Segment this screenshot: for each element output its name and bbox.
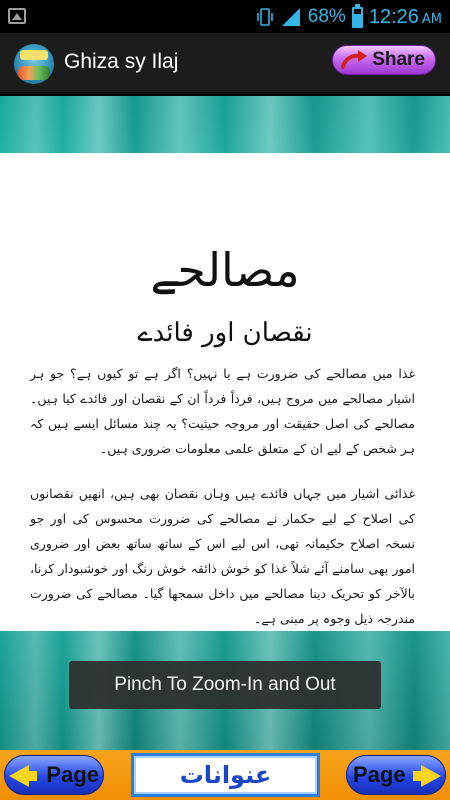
index-button[interactable] (131, 753, 320, 797)
prev-page-button[interactable] (4, 755, 104, 795)
clock-ampm: AM (421, 11, 442, 27)
bottom-nav (0, 750, 450, 800)
content-area[interactable] (0, 96, 450, 750)
clock-time: 12:26 (368, 5, 419, 28)
vibrate-icon (256, 6, 274, 28)
signal-icon (280, 6, 302, 28)
status-bar (0, 0, 450, 33)
app-title: Ghiza sy Ilaj (64, 50, 179, 73)
arrow-right-icon (421, 765, 441, 787)
share-arrow-icon (339, 49, 369, 71)
paragraph-1: غذا میں مصالحے کی ضرورت ہے یا نہیں؟ اگر ہے تو کیوں ہے؟ جو ہر اشیار مصالحے میں مروج ہیں، فرداً فرداً ان کے نقصان اور فائدے کیا ہیں۔ مصالحے کی اصل حقیقت اور مروجہ حیثیت؟ یہ چند مسائل ایسے ہیں کہ ہر شخص کے لیے ان کے متعلق علمی معلومات ضروری ہیں۔ (30, 366, 415, 456)
app-logo-icon[interactable] (14, 44, 54, 84)
scanned-page[interactable] (0, 153, 450, 631)
battery-percent: 68% (307, 6, 346, 27)
page-title: مصالحے (150, 243, 300, 297)
zoom-toast-text: Pinch To Zoom-In and Out (114, 674, 336, 695)
next-page-button[interactable] (346, 755, 446, 795)
page-subtitle: نقصان اور فائدے (137, 318, 313, 348)
battery-icon (352, 7, 363, 28)
prev-page-label: Page (46, 762, 99, 787)
share-button-label: Share (372, 49, 425, 70)
paragraph-2: غذائی اشیار میں جہاں فائدے ہیں وہاں نقصان بھی ہیں، انھیں نقصانوں کی اصلاح کے لیے حکمار نے مصالحے کی ضرورت محسوس کی اور جو نسخہ اصلاح حکیمانہ تھی، اس لیے اس کے ساتھ ساتھ بعض اور ضروری امور بھی سامنے آئے شلاً غذا کو خوش ذائقہ خوش رنگ اور خوشبودار کرنا، بالآخر کو تحریک دینا مصالحے میں داخل سمجھا گیا۔ مصالحے کی ضرورت مندرجہ ذیل وجوہ پر مبنی ہے۔ (30, 486, 415, 626)
zoom-toast (69, 661, 381, 709)
next-page-label: Page (353, 762, 406, 787)
share-button[interactable] (332, 45, 436, 75)
status-right-group (256, 4, 442, 30)
arrow-left-icon (9, 765, 29, 787)
index-button-label: عنوانات (179, 761, 272, 789)
gallery-icon (8, 8, 26, 24)
action-bar (0, 33, 450, 94)
